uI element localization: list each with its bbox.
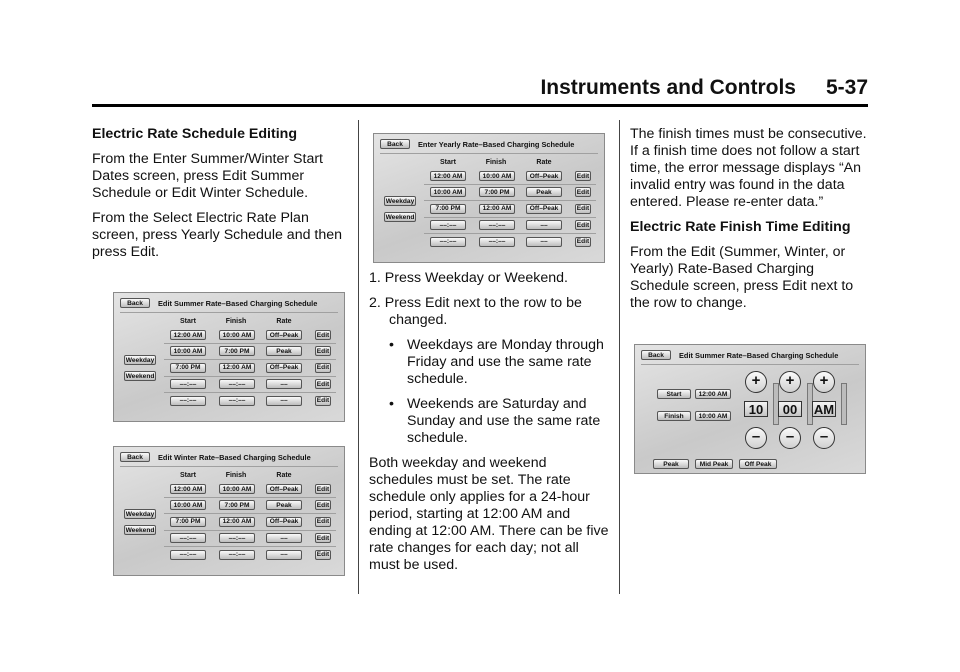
finish-time-cell: 12:00 AM bbox=[219, 517, 255, 527]
screen-title: Edit Winter Rate–Based Charging Schedule bbox=[158, 453, 311, 462]
page-number: 5-37 bbox=[825, 76, 868, 99]
minute-minus-button[interactable]: – bbox=[779, 427, 801, 449]
row-divider bbox=[424, 184, 596, 185]
section-title: Instruments and Controls bbox=[540, 76, 796, 99]
finish-time-cell: ––:–– bbox=[219, 379, 255, 389]
back-button[interactable]: Back bbox=[120, 298, 150, 308]
finish-label-button[interactable]: Finish bbox=[657, 411, 691, 421]
rate-cell: –– bbox=[266, 379, 302, 389]
finish-time-cell: ––:–– bbox=[219, 396, 255, 406]
start-time-cell: ––:–– bbox=[170, 379, 206, 389]
bullet-text: Weekends are Saturday and Sunday and use the same rate schedule. bbox=[407, 396, 601, 446]
row-divider bbox=[164, 546, 336, 547]
edit-row-button[interactable]: Edit bbox=[316, 551, 330, 559]
rate-cell: Peak bbox=[266, 500, 302, 510]
row-divider bbox=[164, 343, 336, 344]
minute-plus-button[interactable]: + bbox=[779, 371, 801, 393]
finish-value: 10:00 AM bbox=[695, 411, 731, 421]
weekday-button[interactable]: Weekday bbox=[385, 197, 415, 205]
start-time-cell: 10:00 AM bbox=[430, 187, 466, 197]
edit-row-button[interactable]: Edit bbox=[316, 518, 330, 526]
hour-value: 10 bbox=[744, 401, 768, 417]
rate-cell: Peak bbox=[266, 346, 302, 356]
rate-cell: Off–Peak bbox=[266, 330, 302, 340]
finish-time-cell: 7:00 PM bbox=[219, 346, 255, 356]
row-divider bbox=[424, 200, 596, 201]
rate-cell: Off–Peak bbox=[526, 171, 562, 181]
start-time-cell: 12:00 AM bbox=[170, 484, 206, 494]
header-rule bbox=[92, 104, 868, 107]
column-3 bbox=[630, 126, 872, 320]
bullet-item bbox=[389, 396, 609, 447]
column-1 bbox=[92, 126, 350, 269]
finish-time-cell: ––:–– bbox=[479, 237, 515, 247]
rate-cell: –– bbox=[266, 396, 302, 406]
hour-minus-button[interactable]: – bbox=[745, 427, 767, 449]
start-time-cell: ––:–– bbox=[170, 533, 206, 543]
rate-cell: Peak bbox=[526, 187, 562, 197]
edit-row-button[interactable]: Edit bbox=[576, 188, 590, 196]
rate-cell: Off–Peak bbox=[526, 204, 562, 214]
edit-row-button[interactable]: Edit bbox=[316, 331, 330, 339]
ampm-minus-button[interactable]: – bbox=[813, 427, 835, 449]
back-button[interactable]: Back bbox=[641, 350, 671, 360]
row-divider bbox=[164, 359, 336, 360]
row-divider bbox=[164, 376, 336, 377]
start-time-cell: 7:00 PM bbox=[170, 363, 206, 373]
column-header-start: Start bbox=[180, 318, 196, 325]
edit-row-button[interactable]: Edit bbox=[576, 221, 590, 229]
edit-row-button[interactable]: Edit bbox=[576, 238, 590, 246]
step-item: 1. Press Weekday or Weekend. bbox=[369, 270, 568, 286]
screen-title: Enter Yearly Rate–Based Charging Schedule bbox=[418, 140, 575, 149]
screen-title: Edit Summer Rate–Based Charging Schedule bbox=[158, 299, 318, 308]
finish-time-cell: 10:00 AM bbox=[479, 171, 515, 181]
start-time-cell: ––:–– bbox=[170, 550, 206, 560]
weekend-button[interactable]: Weekend bbox=[125, 526, 155, 534]
paragraph: From the Select Electric Rate Plan screen, press Yearly Schedule and then press Edit. bbox=[92, 210, 343, 260]
finish-time-cell: 12:00 AM bbox=[479, 204, 515, 214]
mid-peak-button[interactable]: Mid Peak bbox=[695, 459, 733, 469]
finish-time-cell: ––:–– bbox=[479, 220, 515, 230]
rate-cell: –– bbox=[266, 533, 302, 543]
column-header-rate: Rate bbox=[276, 472, 292, 479]
row-divider bbox=[164, 530, 336, 531]
start-time-cell: 7:00 PM bbox=[170, 517, 206, 527]
rate-cell: –– bbox=[526, 220, 562, 230]
minute-value: 00 bbox=[778, 401, 802, 417]
paragraph: From the Enter Summer/Winter Start Dates screen, press Edit Summer Schedule or Edit Winter Schedule. bbox=[92, 151, 323, 201]
yearly-schedule-screen bbox=[373, 133, 605, 263]
weekday-button[interactable]: Weekday bbox=[125, 356, 155, 364]
paragraph: From the Edit (Summer, Winter, or Yearly) Rate-Based Charging Schedule screen, press Edit next to the row to change. bbox=[630, 244, 854, 311]
finish-time-cell: 10:00 AM bbox=[219, 484, 255, 494]
ampm-slider-track bbox=[841, 383, 847, 425]
paragraph: The finish times must be consecutive. If a finish time does not follow a start time, the error message displays “An invalid entry was found in the data entered. Please re-enter data.” bbox=[630, 126, 867, 210]
column-header-rate: Rate bbox=[536, 159, 552, 166]
column-header-finish: Finish bbox=[485, 159, 507, 166]
finish-time-cell: ––:–– bbox=[219, 533, 255, 543]
hour-plus-button[interactable]: + bbox=[745, 371, 767, 393]
edit-row-button[interactable]: Edit bbox=[316, 347, 330, 355]
column-divider bbox=[619, 120, 620, 594]
rate-cell: –– bbox=[266, 550, 302, 560]
bullet-glyph: • bbox=[389, 396, 394, 412]
rate-cell: Off–Peak bbox=[266, 484, 302, 494]
section-heading: Electric Rate Finish Time Editing bbox=[630, 219, 851, 235]
paragraph: Both weekday and weekend schedules must be set. The rate schedule only applies for a 24-hour period, starting at 12:00 AM and ending at 12:00 AM. There can be five rate changes for each day; not all must be used. bbox=[369, 455, 609, 573]
finish-time-cell: 7:00 PM bbox=[479, 187, 515, 197]
peak-button[interactable]: Peak bbox=[653, 459, 689, 469]
finish-time-cell: ––:–– bbox=[219, 550, 255, 560]
rate-cell: Off–Peak bbox=[266, 363, 302, 373]
rate-cell: –– bbox=[526, 237, 562, 247]
column-header-start: Start bbox=[440, 159, 456, 166]
column-divider bbox=[358, 120, 359, 594]
back-button[interactable]: Back bbox=[120, 452, 150, 462]
start-time-cell: 12:00 AM bbox=[430, 171, 466, 181]
weekday-button[interactable]: Weekday bbox=[125, 510, 155, 518]
edit-row-button[interactable]: Edit bbox=[316, 485, 330, 493]
steps-list bbox=[369, 270, 609, 329]
column-header-start: Start bbox=[180, 472, 196, 479]
finish-time-edit-screen bbox=[634, 344, 866, 474]
summer-schedule-screen bbox=[113, 292, 345, 422]
edit-row-button[interactable]: Edit bbox=[576, 205, 590, 213]
column-header-finish: Finish bbox=[225, 472, 247, 479]
ampm-plus-button[interactable]: + bbox=[813, 371, 835, 393]
column-header-finish: Finish bbox=[225, 318, 247, 325]
bullet-item bbox=[389, 337, 609, 388]
divider bbox=[641, 364, 859, 365]
start-time-cell: 10:00 AM bbox=[170, 500, 206, 510]
screen-title: Edit Summer Rate–Based Charging Schedule bbox=[679, 351, 839, 360]
start-label-button[interactable]: Start bbox=[657, 389, 691, 399]
start-time-cell: 12:00 AM bbox=[170, 330, 206, 340]
bullet-list bbox=[369, 337, 609, 447]
start-time-cell: ––:–– bbox=[170, 396, 206, 406]
finish-time-cell: 10:00 AM bbox=[219, 330, 255, 340]
row-divider bbox=[424, 217, 596, 218]
column-header-rate: Rate bbox=[276, 318, 292, 325]
edit-row-button[interactable]: Edit bbox=[576, 172, 590, 180]
winter-schedule-screen bbox=[113, 446, 345, 576]
edit-row-button[interactable]: Edit bbox=[316, 501, 330, 509]
column-2 bbox=[369, 270, 609, 582]
divider bbox=[380, 153, 598, 154]
rate-cell: Off–Peak bbox=[266, 517, 302, 527]
row-divider bbox=[164, 513, 336, 514]
row-divider bbox=[424, 233, 596, 234]
section-heading: Electric Rate Schedule Editing bbox=[92, 126, 297, 142]
start-time-cell: ––:–– bbox=[430, 220, 466, 230]
divider bbox=[120, 466, 338, 467]
start-value: 12:00 AM bbox=[695, 389, 731, 399]
off-peak-button[interactable]: Off Peak bbox=[739, 459, 777, 469]
bullet-glyph: • bbox=[389, 337, 394, 353]
ampm-value: AM bbox=[813, 402, 835, 417]
back-button[interactable]: Back bbox=[380, 139, 410, 149]
divider bbox=[120, 312, 338, 313]
weekend-button[interactable]: Weekend bbox=[385, 213, 415, 221]
finish-time-cell: 7:00 PM bbox=[219, 500, 255, 510]
bullet-text: Weekdays are Monday through Friday and use the same rate schedule. bbox=[407, 337, 604, 387]
row-divider bbox=[164, 497, 336, 498]
row-divider bbox=[164, 392, 336, 393]
edit-row-button[interactable]: Edit bbox=[316, 380, 330, 388]
step-item: 2. Press Edit next to the row to be changed. bbox=[369, 295, 582, 328]
start-time-cell: 7:00 PM bbox=[430, 204, 466, 214]
start-time-cell: ––:–– bbox=[430, 237, 466, 247]
running-header bbox=[540, 76, 868, 100]
weekend-button[interactable]: Weekend bbox=[125, 372, 155, 380]
edit-row-button[interactable]: Edit bbox=[316, 397, 330, 405]
finish-time-cell: 12:00 AM bbox=[219, 363, 255, 373]
edit-row-button[interactable]: Edit bbox=[316, 534, 330, 542]
start-time-cell: 10:00 AM bbox=[170, 346, 206, 356]
edit-row-button[interactable]: Edit bbox=[316, 364, 330, 372]
